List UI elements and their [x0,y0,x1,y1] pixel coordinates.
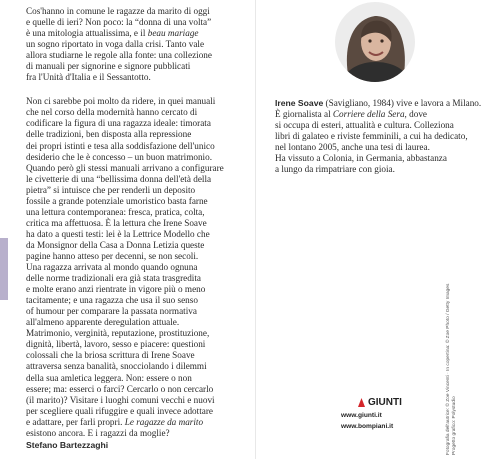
description-paragraph-2: Non ci sarebbe poi molto da ridere, in quei manuali che nel corso della modernità hanno cercato di codificare la figura di una ragazza ideale: timorata delle tradizioni, ben disposta alla repressione dei propri istinti e tesa alla soddisfazione dell'unico desiderio che le è concesso – un buon matrimonio. Quando però gli stessi manuali arrivano a configurare le civetterie di una “bellissima donna dell'età della pietra” si intuisce che per renderli un deposito fossile a grande potenziale umoristico basta farne una lettura contemporanea: fresca, pratica, colta, critica ma affettuosa. È la lettura che Irene Soave ha dato a questi testi: lei è la Lettrice Modello che da Monsignor della Casa a Donna Letizia queste pagine hanno atteso per decenni, se non secoli. Una ragazza arrivata al mondo quando ognuna delle norme tradizionali era già stata trasgredita e molte erano anzi rientrate in vigore più o meno tacitamente; e una ragazza che usa il suo senso of humour per comparare la passata normativa all'almeno apparente deregulation attuale. Matrimonio, verginità, reputazione, prostituzione, dignità, libertà, lavoro, sesso e piacere: questioni colossali che la briosa scrittura di Irene Soave attraversa senza banalità, snocciolando i dilemmi della sua amletica leggera. Non: essere o non essere; ma: esserci o farci? Cercarlo o non cercarlo (il marito)? Visitare i luoghi comuni vecchi e nuovi per scegliere quali rifuggire e quali invece adottare e adattare, per farli propri. Le ragazze da marito esistono ancora. E i ragazzi da moglie? [26,96,224,438]
description-paragraph-1: Cos'hanno in comune le ragazze da marito di oggi e quelle di ieri? Non poco: la “donna di una volta” è una mitologia attualissima, e il beau mariage un sogno riportato in voga dalla crisi. Tanto vale allora studiarne le regole alla fonte: una collezione di manuali per signorine e signore pubblicati fra l'Unità d'Italia e il Sessantotto. [26,6,212,83]
photo-credits [446,284,458,455]
author-bio-text: Irene Soave (Savigliano, 1984) vive e lavora a Milano. È giornalista al Corriere della Sera, dove si occupa di esteri, attualità e cultura. Colleziona libri di galateo e riviste femminili, a cui ha dedicato, nel lontano 2005, anche una tesi di laurea. Ha vissuto a Colonia, in Germania, abbastanza a lungo da rimpatriare con gioia. [275,98,482,175]
italic-title: Le ragazze da marito [124,416,204,427]
italic-term: beau mariage [147,28,199,39]
publisher-logo-text: GIUNTI [368,397,402,408]
publisher-url-bompiani[interactable]: www.bompiani.it [341,422,394,430]
design-credit-line: Progetto grafico: Polystudio [452,396,457,455]
publisher-url-giunti[interactable]: www.giunti.it [341,412,382,419]
publisher-urls [341,411,393,432]
photo-credit-line: Fotografia dell'autrice: © Zoe Vincenti · In copertina: © Zoe Photo / Getty Images [446,283,451,455]
flap-color-strip [0,0,8,459]
author-photo [335,2,415,82]
giunti-mark-icon [357,397,366,408]
back-cover-description [26,6,254,451]
newspaper-name: Corriere della Sera [332,109,405,120]
signature: Stefano Bartezzaghi [26,439,109,450]
author-name: Irene Soave [275,98,324,108]
column-divider [255,0,256,459]
publisher-logo [357,397,402,408]
author-bio [275,98,487,175]
